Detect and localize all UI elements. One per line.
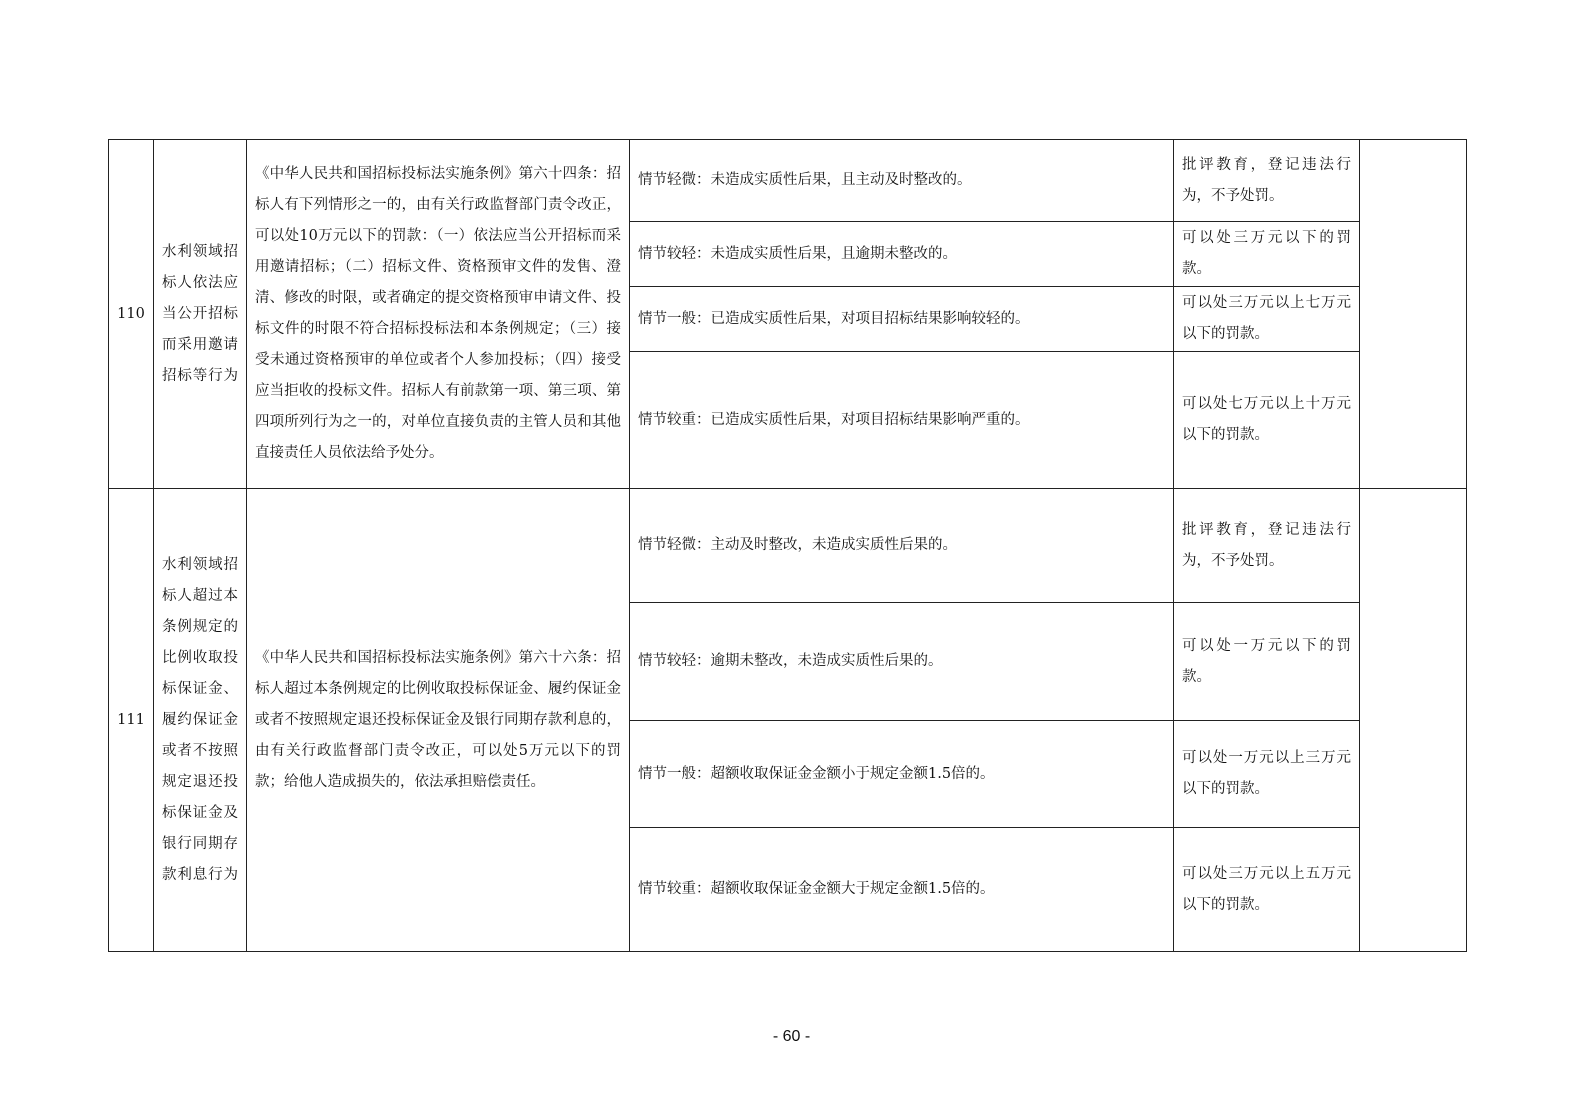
circumstance-cell: 情节轻微：主动及时整改，未造成实质性后果的。	[630, 489, 1174, 603]
penalty-cell: 可以处一万元以上三万元以下的罚款。	[1174, 721, 1360, 828]
penalty-cell: 可以处三万元以上七万元以下的罚款。	[1174, 287, 1360, 352]
penalty-cell: 批评教育，登记违法行为，不予处罚。	[1174, 140, 1360, 222]
circumstance-cell: 情节较轻：逾期未整改，未造成实质性后果的。	[630, 603, 1174, 721]
penalty-cell: 可以处一万元以下的罚款。	[1174, 603, 1360, 721]
legal-basis: 《中华人民共和国招标投标法实施条例》第六十四条：招标人有下列情形之一的，由有关行政监督部门责令改正，可以处10万元以下的罚款：（一）依法应当公开招标而采用邀请招标；（二）招标文件、资格预审文件的发售、澄清、修改的时限，或者确定的提交资格预审申请文件、投标文件的时限不符合招标投标法和本条例规定；（三）接受未通过资格预审的单位或者个人参加投标；（四）接受应当拒收的投标文件。招标人有前款第一项、第三项、第四项所列行为之一的，对单位直接负责的主管人员和其他直接责任人员依法给予处分。	[247, 140, 630, 489]
circumstance-cell: 情节轻微：未造成实质性后果，且主动及时整改的。	[630, 140, 1174, 222]
penalty-cell: 可以处七万元以上十万元以下的罚款。	[1174, 352, 1360, 489]
circumstance-cell: 情节较重：超额收取保证金金额大于规定金额1.5倍的。	[630, 828, 1174, 952]
violation-name: 水利领域招标人超过本条例规定的比例收取投标保证金、履约保证金或者不按照规定退还投标保证金及银行同期存款利息行为	[154, 489, 247, 952]
circumstance-cell: 情节一般：已造成实质性后果，对项目招标结果影响较轻的。	[630, 287, 1174, 352]
penalty-cell: 批评教育，登记违法行为，不予处罚。	[1174, 489, 1360, 603]
row-number: 111	[109, 489, 154, 952]
violation-name: 水利领域招标人依法应当公开招标而采用邀请招标等行为	[154, 140, 247, 489]
penalty-table	[108, 139, 1467, 952]
penalty-cell: 可以处三万元以下的罚款。	[1174, 222, 1360, 287]
penalty-cell: 可以处三万元以上五万元以下的罚款。	[1174, 828, 1360, 952]
table-row	[109, 489, 1467, 603]
remark-cell	[1360, 140, 1467, 489]
circumstance-cell: 情节较重：已造成实质性后果，对项目招标结果影响严重的。	[630, 352, 1174, 489]
circumstance-cell: 情节较轻：未造成实质性后果，且逾期未整改的。	[630, 222, 1174, 287]
table-row	[109, 140, 1467, 222]
circumstance-cell: 情节一般：超额收取保证金金额小于规定金额1.5倍的。	[630, 721, 1174, 828]
row-number: 110	[109, 140, 154, 489]
legal-basis: 《中华人民共和国招标投标法实施条例》第六十六条：招标人超过本条例规定的比例收取投标保证金、履约保证金或者不按照规定退还投标保证金及银行同期存款利息的，由有关行政监督部门责令改正，可以处5万元以下的罚款；给他人造成损失的，依法承担赔偿责任。	[247, 489, 630, 952]
page-number: - 60 -	[772, 1028, 811, 1045]
remark-cell	[1360, 489, 1467, 952]
